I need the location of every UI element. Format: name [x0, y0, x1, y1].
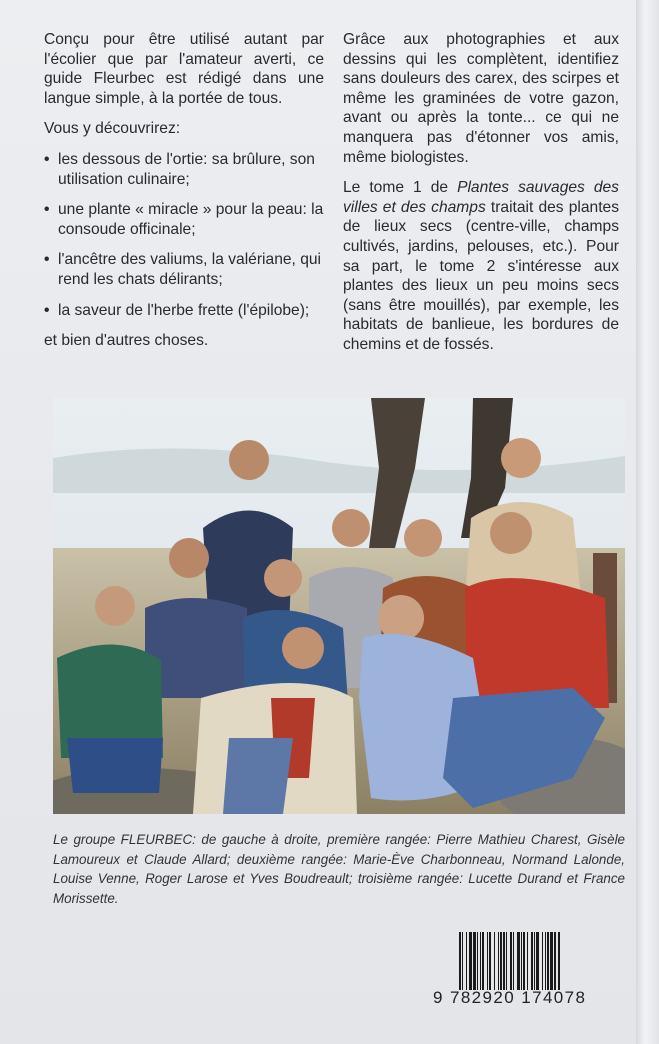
bullet-icon: • [44, 201, 50, 219]
tome-text-start: Le tome 1 de [343, 179, 458, 197]
tome-paragraph [343, 178, 619, 354]
bullet-text: l'ancêtre des valiums, la valériane, qui rend les chats délirants; [58, 251, 322, 288]
isbn-barcode [433, 930, 625, 1010]
bullet-text: une plante « miracle » pour la peau: la consoude officinale; [58, 201, 324, 238]
right-text-column [343, 30, 619, 366]
tome-text-end: traitait des plantes de lieux secs (centre-ville, champs cultivés, jardins, pelouses, etc.). Pour sa part, le tome 2 s'intéresse aux plantes des lieux un peu moins secs (sans être mouillés), par exemple, les habitats de banlieue, les bordures de chemins et de fossés. [343, 198, 620, 353]
bullet-text: les dessous de l'ortie: sa brûlure, son utilisation culinaire; [58, 150, 315, 188]
bullet-icon: • [44, 150, 50, 168]
barcode-bars [459, 932, 623, 990]
group-photo [53, 398, 625, 814]
left-text-column [44, 30, 324, 362]
closing-line: et bien d'autres choses. [44, 332, 209, 350]
list-item [44, 200, 324, 239]
book-title: Plantes sauvages des villes et des champs [343, 179, 619, 216]
barcode-bar [560, 932, 561, 990]
bullet-icon: • [44, 251, 50, 269]
discover-heading: Vous y découvrirez: [44, 120, 181, 138]
list-item [44, 301, 324, 321]
photo-caption: Le groupe FLEURBEC: de gauche à droite, première rangée: Pierre Mathieu Charest, Gisèle Lamoureux et Claude Allard; deuxième rangée: Marie-Ève Charbonneau, Normand Lalonde, Louise Venne, Roger Larose et Yves Boudreault; troisième rangée: Lucette Durand et France Morissette. [53, 832, 625, 906]
bullet-text: la saveur de l'herbe frette (l'épilobe); [58, 301, 310, 319]
photos-paragraph: Grâce aux photographies et aux dessins qui les complètent, identifiez sans douleurs des carex, des scirpes et même les graminées de votre gazon, avant ou après la tonte... ce qui ne manquera pas d'étonner vos amis, même biologistes. [343, 31, 619, 166]
barcode-digits: 9 782920 174078 [433, 988, 587, 1007]
book-spine-edge [636, 0, 659, 1044]
list-item [44, 150, 324, 189]
bullet-icon: • [44, 301, 50, 319]
list-item [44, 250, 324, 289]
intro-paragraph: Conçu pour être utilisé autant par l'écolier que par l'amateur averti, ce guide Fleurbec est rédigé dans une langue simple, à la portée de tous. [44, 31, 324, 107]
